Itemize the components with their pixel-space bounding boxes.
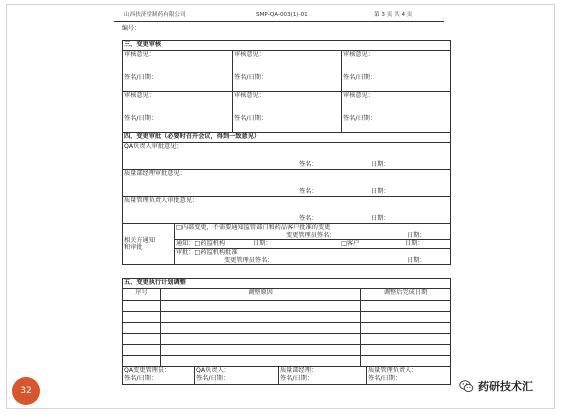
serial-number-label: 编号： bbox=[122, 25, 141, 32]
table-cell bbox=[123, 312, 161, 323]
signature-cell bbox=[123, 367, 195, 385]
review-opinion-label: 审核意见： bbox=[343, 92, 374, 99]
date-label: 日期： bbox=[371, 161, 390, 168]
table-cell bbox=[123, 301, 161, 312]
table-cell bbox=[361, 312, 451, 323]
sign-date-label: 签名/日期： bbox=[196, 374, 230, 382]
regulator-approval-label: 审批：□药监机构批准 bbox=[176, 249, 238, 257]
table-cell bbox=[361, 345, 451, 356]
sign-date-label: 签名/日期： bbox=[124, 73, 158, 81]
watermark bbox=[459, 377, 533, 395]
review-opinion-label: 审核意见： bbox=[124, 92, 155, 99]
col-header-no: 序号 bbox=[123, 289, 161, 301]
date-label: 日期： bbox=[371, 215, 390, 222]
table-cell bbox=[361, 356, 451, 367]
review-opinion-label: 审核意见： bbox=[234, 92, 265, 99]
change-manager-sign: 变更管理员签名： bbox=[224, 256, 274, 264]
table-cell bbox=[161, 345, 361, 356]
sign-date-label: 签名/日期： bbox=[124, 114, 158, 122]
qa-manager-approval bbox=[123, 170, 451, 197]
review-table bbox=[122, 40, 451, 133]
review-cell bbox=[233, 51, 342, 92]
notify-date-label: 日期： bbox=[253, 240, 272, 248]
plan-adjustment-table bbox=[122, 278, 451, 367]
document-number: SMP-QA-003(1)-01 bbox=[256, 12, 308, 18]
table-cell bbox=[123, 334, 161, 345]
watermark-text: 药研技术汇 bbox=[478, 380, 533, 393]
document-page bbox=[112, 0, 444, 410]
sign-date-label: 签名/日期： bbox=[368, 374, 402, 382]
quality-head-label: 质量管理负责人审批意见： bbox=[124, 197, 199, 204]
quality-head-approval bbox=[123, 197, 451, 224]
qa-manager-label: 质量部经理审批意见： bbox=[124, 170, 186, 177]
sign-label: 签名： bbox=[299, 188, 318, 195]
table-cell bbox=[361, 301, 451, 312]
review-cell bbox=[233, 92, 342, 133]
sign-date-label: 签名/日期： bbox=[280, 374, 314, 382]
table-cell bbox=[123, 345, 161, 356]
review-opinion-label: 审核意见： bbox=[343, 51, 374, 58]
signature-cell bbox=[279, 367, 367, 385]
date-label: 日期： bbox=[407, 232, 426, 239]
internal-change-cell bbox=[175, 224, 451, 240]
sign-date-label: 签名/日期： bbox=[343, 114, 377, 122]
date-label: 日期： bbox=[407, 257, 426, 265]
signature-cell bbox=[367, 367, 451, 385]
review-cell bbox=[123, 51, 233, 92]
table-cell bbox=[161, 312, 361, 323]
qa-head-approval bbox=[123, 143, 451, 170]
qa-head-label: QA负责人审批意见： bbox=[124, 143, 183, 150]
table-cell bbox=[123, 356, 161, 367]
sign-label: 签名： bbox=[299, 215, 318, 222]
sign-label: 签名： bbox=[299, 161, 318, 168]
company-name: 山西扶济堂制药有限公司 bbox=[124, 12, 186, 18]
slide-number-badge: 32 bbox=[12, 377, 40, 405]
sign-date-label: 签名/日期： bbox=[343, 73, 377, 81]
notify-regulator-label: 通知：□药监机构 bbox=[176, 240, 226, 248]
role-label: QA变更管理员： bbox=[124, 367, 171, 374]
table-cell bbox=[361, 334, 451, 345]
role-label: 质量部经理： bbox=[280, 367, 318, 374]
role-label: 质量管理负责人： bbox=[368, 367, 418, 374]
section-title: 三、变更审核 bbox=[123, 41, 451, 51]
signature-table bbox=[122, 366, 451, 385]
customer-date-label: 日期： bbox=[405, 240, 424, 248]
table-cell bbox=[161, 334, 361, 345]
table-cell bbox=[161, 301, 361, 312]
customer-checkbox-label: □客户 bbox=[341, 240, 360, 248]
regulator-approval-cell bbox=[175, 249, 451, 265]
sign-date-label: 签名/日期： bbox=[124, 374, 158, 382]
review-cell bbox=[123, 92, 233, 133]
review-cell bbox=[342, 92, 451, 133]
internal-change-checkbox-label: □内部变更，不需要通知监管部门和药品客户批准的变更 bbox=[176, 224, 331, 231]
review-opinion-label: 审核意见： bbox=[124, 51, 155, 58]
review-opinion-label: 审核意见： bbox=[234, 51, 265, 58]
col-header-date: 调整后完成日期 bbox=[361, 289, 451, 301]
section-title: 四、变更审批（必要时召开会议，得到一致意见） bbox=[123, 133, 451, 143]
table-cell bbox=[361, 323, 451, 334]
review-cell bbox=[342, 51, 451, 92]
page-count: 第 3 页 共 4 页 bbox=[374, 12, 413, 18]
table-cell bbox=[161, 356, 361, 367]
header-rule bbox=[114, 21, 444, 22]
role-label: QA负责人： bbox=[196, 367, 230, 374]
wechat-icon bbox=[459, 379, 474, 394]
sign-date-label: 签名/日期： bbox=[234, 114, 268, 122]
table-cell bbox=[123, 323, 161, 334]
notify-cell bbox=[175, 240, 451, 249]
signature-cell bbox=[195, 367, 279, 385]
table-cell bbox=[161, 323, 361, 334]
section-title: 五、变更执行计划调整 bbox=[123, 279, 451, 289]
change-manager-sign: 变更管理员签名： bbox=[286, 231, 336, 239]
document-header bbox=[116, 12, 444, 21]
date-label: 日期： bbox=[371, 188, 390, 195]
sign-date-label: 签名/日期： bbox=[234, 73, 268, 81]
col-header-reason: 调整原因 bbox=[161, 289, 361, 301]
approval-table bbox=[122, 132, 451, 265]
notify-approve-label: 相关方通知 和审批 bbox=[123, 224, 175, 265]
